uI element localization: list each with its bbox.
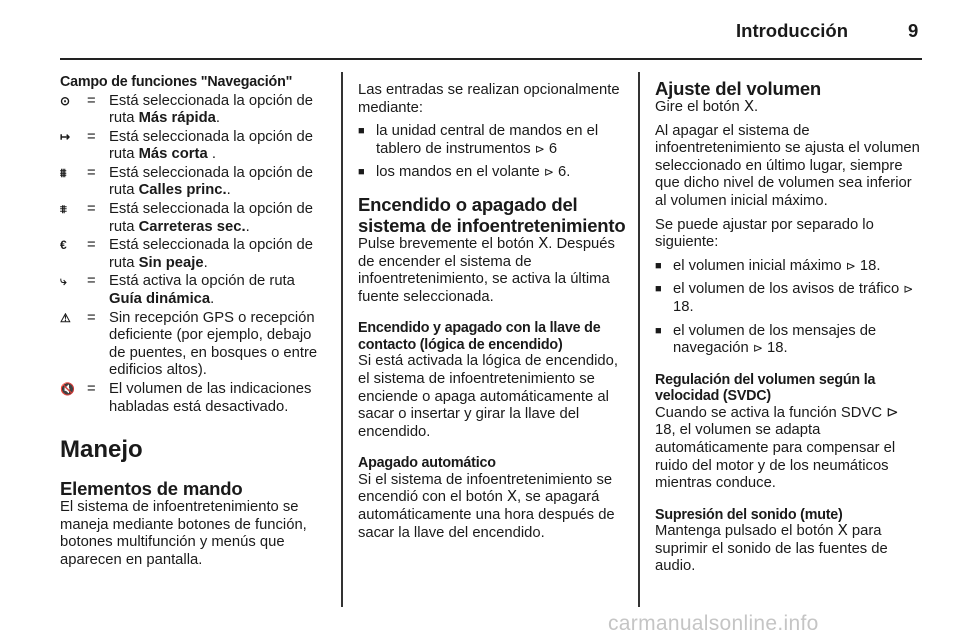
column-3: [655, 78, 923, 576]
bullet-text: [673, 323, 923, 358]
watermark: carmanualsonline.info: [608, 612, 819, 635]
power-text: Pulse brevemente el botón Ⅹ. Después de encender el sistema de infoentretenimiento, se activa la última fuente seleccionada.: [358, 235, 615, 305]
bullet-item: [655, 258, 923, 276]
page-ref: 18.: [855, 257, 881, 274]
legend-text-a: Está seleccionada la opción de ruta: [109, 237, 314, 271]
legend-text-c: .: [210, 291, 215, 308]
shortest-route-icon: ↦: [60, 129, 71, 144]
fastest-route-icon: ⊙: [60, 93, 71, 108]
equals-sign: =: [87, 201, 96, 218]
column-2: [358, 82, 626, 542]
legend-text-a: Está activa la opción de ruta: [109, 273, 295, 290]
legend-text-a: El volumen de las indicaciones habladas está desactivado.: [109, 381, 312, 415]
page-ref-arrow-icon: ⊳: [845, 258, 856, 273]
legend-row: [60, 165, 328, 200]
legend-text: [109, 165, 328, 200]
section-title: Manejo: [60, 436, 143, 464]
legend-text-c: .: [215, 110, 221, 127]
svdc-heading: Regulación del volumen según la velocidad (SVDC): [655, 371, 876, 405]
equals-sign: =: [87, 92, 96, 109]
bullet-item: [655, 323, 923, 358]
volume-bullet-list: [655, 258, 923, 358]
navigation-icon-legend: [60, 93, 328, 417]
bullet-label: el volumen inicial máximo: [673, 257, 846, 274]
bullet-square-icon: ■: [655, 324, 662, 337]
bullet-item: [358, 164, 626, 182]
route-option-name: Más rápida: [138, 110, 216, 127]
auto-off-text: Si el sistema de infoentretenimiento se encendió con el botón Ⅹ, se apagará automáticamente una hora después de sacar la llave del encendido.: [358, 471, 615, 541]
volume-heading: Ajuste del volumen: [655, 78, 822, 99]
bullet-square-icon: ■: [358, 166, 365, 179]
legend-text: [109, 93, 328, 128]
subsection-title: Elementos de mando: [60, 478, 243, 500]
column-divider-2: [638, 72, 640, 607]
bullet-label: los mandos en el volante: [376, 164, 544, 181]
input-intro-text: Las entradas se realizan opcionalmente mediante:: [358, 82, 620, 116]
header-title: Introducción: [736, 20, 849, 41]
bullet-text: [376, 123, 626, 158]
legend-text: [109, 201, 328, 236]
bullet-square-icon: ■: [655, 259, 662, 272]
controls-body-text: El sistema de infoentretenimiento se maneja mediante botones de función, botones multifunción y menús que aparecen en pantalla.: [60, 499, 307, 568]
legend-row: [60, 129, 328, 164]
page-ref-arrow-icon: ⊳: [752, 341, 763, 356]
bullet-text: [673, 281, 923, 316]
equals-sign: =: [87, 273, 96, 290]
legend-text-a: Está seleccionada la opción de ruta: [109, 92, 314, 127]
page-number: 9: [908, 20, 919, 41]
page-ref-arrow-icon: ⊳: [903, 282, 914, 297]
equals-sign: =: [87, 237, 96, 254]
legend-text-c: .: [226, 182, 231, 199]
legend-row: [60, 273, 328, 308]
column-divider-1: [341, 72, 343, 607]
bullet-text: [376, 164, 626, 182]
column-1: [60, 74, 328, 570]
highways-icon: ⩨: [60, 202, 67, 217]
legend-text-a: Está seleccionada la opción de ruta: [109, 201, 314, 235]
legend-row: [60, 381, 328, 416]
bullet-item: [358, 123, 626, 158]
mute-heading: Supresión del sonido (mute): [655, 506, 843, 523]
volume-off-text: Al apagar el sistema de infoentretenimiento se ajusta el volumen seleccionado en último lugar, siempre que dicho nivel de volumen sea inferior al volumen inicial máximo.: [655, 122, 920, 209]
legend-text: [109, 129, 328, 164]
no-gps-icon: ⚠: [60, 310, 71, 325]
page-ref: 6.: [553, 164, 571, 181]
ignition-logic-text: Si está activada la lógica de encendido, el sistema de infoentretenimiento se enciende o apaga automáticamente al sacar o insertar y girar la llave del encendido.: [358, 353, 618, 440]
auto-off-heading: Apagado automático: [358, 455, 496, 472]
legend-text: [109, 310, 328, 380]
route-option-name: Carreteras sec.: [138, 218, 246, 235]
equals-sign: =: [87, 128, 96, 145]
legend-text-a: Sin recepción GPS o recepción deficiente (por ejemplo, debajo de puentes, en bosques o entre edificios altos).: [109, 309, 318, 379]
svdc-text: Cuando se activa la función SDVC ⊳ 18, el volumen se adapta automáticamente para compensar el ruido del motor y de los neumáticos mientras conduce.: [655, 404, 899, 492]
main-roads-icon: ⩩: [60, 165, 67, 180]
equals-sign: =: [87, 381, 96, 397]
legend-row: [60, 237, 328, 272]
bullet-label: el volumen de los mensajes de navegación: [673, 322, 877, 357]
legend-row: [60, 93, 328, 128]
route-option-name: Más corta: [138, 146, 208, 163]
page-ref-arrow-icon: ⊳: [534, 141, 545, 156]
page-ref-arrow-icon: ⊳: [543, 165, 554, 180]
bullet-item: [655, 281, 923, 316]
bullet-text: [673, 258, 923, 276]
legend-text: [109, 237, 328, 272]
volume-turn-text: Gire el botón Ⅹ.: [655, 99, 759, 115]
page-ref: 6: [544, 140, 558, 157]
legend-text-c: .: [245, 218, 250, 235]
bullet-square-icon: ■: [655, 283, 662, 296]
equals-sign: =: [87, 164, 96, 181]
bullet-label: la unidad central de mandos en el tablero de instrumentos: [376, 123, 599, 157]
navigation-fields-heading: Campo de funciones "Navegación": [60, 74, 293, 90]
bullet-label: el volumen de los avisos de tráfico: [673, 281, 904, 298]
route-option-name: Guía dinámica: [109, 291, 211, 308]
header-rule: [60, 58, 922, 60]
route-option-name: Calles princ.: [138, 182, 227, 199]
legend-text: [109, 381, 328, 416]
legend-text: [109, 273, 328, 308]
mute-voice-icon: 🔇: [60, 382, 75, 396]
legend-text-a: Está seleccionada la opción de ruta: [109, 164, 314, 199]
legend-text-a: Está seleccionada la opción de ruta: [109, 128, 314, 163]
route-option-name: Sin peaje: [138, 254, 204, 271]
equals-sign: =: [87, 309, 96, 326]
dynamic-guidance-icon: ⤷: [60, 274, 67, 289]
page-ref: 18.: [673, 298, 694, 315]
mute-text: Mantenga pulsado el botón Ⅹ para suprimir el sonido de las fuentes de audio.: [655, 523, 888, 575]
legend-text-c: .: [203, 254, 208, 271]
ignition-logic-heading: Encendido y apagado con la llave de contacto (lógica de encendido): [358, 320, 601, 353]
input-bullet-list: [358, 123, 626, 182]
legend-row: [60, 201, 328, 236]
legend-text-c: .: [207, 146, 216, 163]
power-heading: Encendido o apagado del sistema de infoentretenimiento: [358, 193, 626, 236]
page-ref: 18.: [762, 340, 788, 357]
legend-row: [60, 310, 328, 380]
volume-separate-text: Se puede ajustar por separado lo siguiente:: [655, 216, 874, 251]
bullet-square-icon: ■: [358, 125, 365, 138]
no-toll-icon: €: [60, 238, 67, 253]
